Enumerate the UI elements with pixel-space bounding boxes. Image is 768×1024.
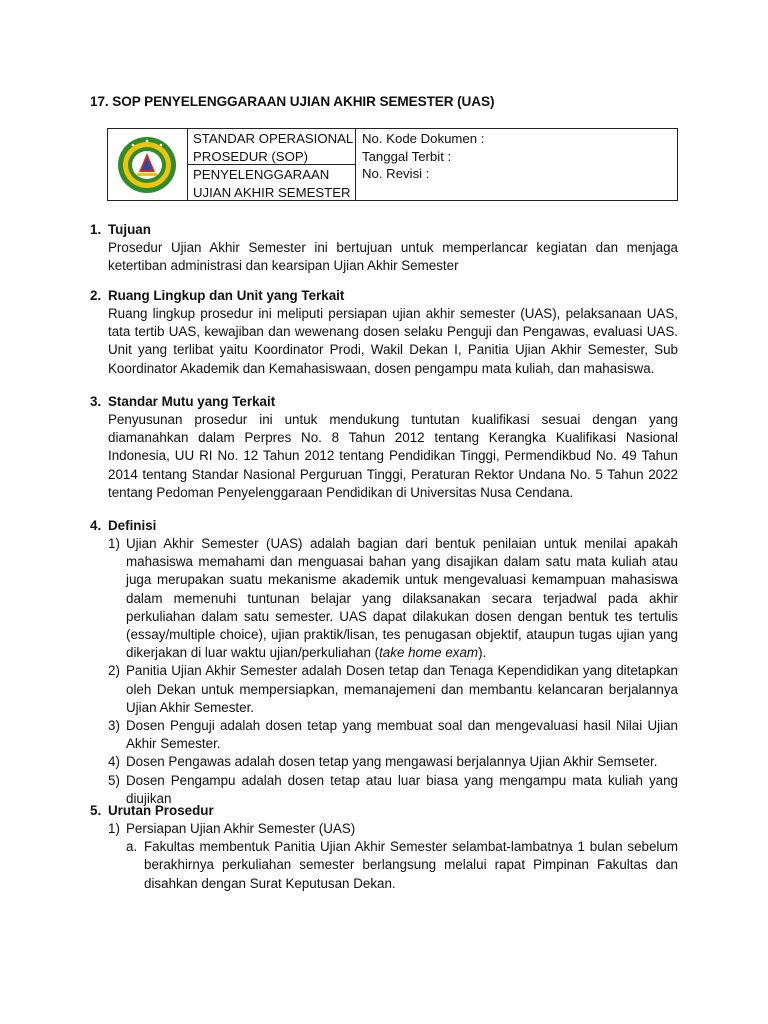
- sub-list-item-text: Fakultas membentuk Panitia Ujian Akhir Semester selambat-lambatnya 1 bulan sebelum berakhirnya perkuliahan semester berlangsung melalui rapat Pimpinan Fakultas dan disahkan dengan Surat Keputusan Dekan.: [144, 839, 678, 891]
- section-definisi: [90, 517, 678, 808]
- section-number: 1.: [90, 222, 102, 237]
- section-title: Standar Mutu yang Terkait: [108, 394, 276, 409]
- section-tujuan: [90, 221, 678, 275]
- list-item-text: [126, 535, 678, 662]
- list-marker: 5): [108, 772, 120, 788]
- section-heading: [90, 517, 678, 535]
- section-ruang-lingkup: [90, 287, 678, 378]
- list-item: [108, 662, 678, 717]
- list-marker: 1): [108, 821, 120, 836]
- list-marker: 1): [108, 536, 120, 551]
- list-marker: 4): [108, 754, 120, 770]
- section-number: 3.: [90, 394, 102, 409]
- page-title: 17. SOP PENYELENGGARAAN UJIAN AKHIR SEMESTER (UAS): [90, 94, 495, 109]
- section-title: Definisi: [108, 518, 157, 533]
- section-heading: [90, 287, 678, 305]
- document-info-cell: [356, 129, 677, 200]
- definition-list: [108, 535, 678, 808]
- list-item: [108, 717, 678, 753]
- procedure-sub-list: [126, 838, 678, 893]
- procedure-list: [108, 820, 678, 838]
- section-title: Tujuan: [108, 222, 151, 237]
- kode-dokumen: No. Kode Dokumen :: [362, 131, 485, 146]
- university-logo-icon: [117, 136, 177, 194]
- sop-header-table: [107, 128, 678, 201]
- sub-list-marker: a.: [126, 839, 138, 855]
- definition-text-end: ).: [478, 645, 487, 661]
- section-text: Ruang lingkup prosedur ini meliputi persiapan ujian akhir semester (UAS), pelaksanaan UAS, tata tertib UAS, kewajiban dan wewenang dosen selaku Penguji dan Pengawas, evaluasi UAS. Unit yang terlibat yaitu Koordinator Prodi, Wakil Dekan I, Panitia Ujian Akhir Semester, Sub Koordinator Akademik dan Kemahasiswaan, dosen pengampu mata kuliah, dan mahasiswa.: [108, 306, 678, 376]
- list-item: [108, 535, 678, 662]
- list-marker: 3): [108, 718, 120, 734]
- section-title: Ruang Lingkup dan Unit yang Terkait: [108, 288, 345, 303]
- list-item-text: Panitia Ujian Akhir Semester adalah Dosen tetap dan Tenaga Kependidikan yang ditetapkan oleh Dekan untuk mempersiapkan, memanajemeni dan membantu kelancaran berjalannya Ujian Akhir Semester.: [126, 663, 678, 715]
- logo-cell: [108, 129, 188, 200]
- section-heading: [90, 802, 678, 820]
- section-number: 4.: [90, 518, 102, 533]
- list-item-text: Persiapan Ujian Akhir Semester (UAS): [126, 821, 356, 836]
- list-item-text: Dosen Pengampu adalah dosen tetap atau luar biasa yang mengampu mata kuliah yang diujikan: [126, 772, 678, 806]
- section-text: Penyusunan prosedur ini untuk mendukung tuntutan kualifikasi sesuai dengan yang diamanahkan dalam Perpres No. 8 Tahun 2012 tentang Kerangka Kualifikasi Nasional Indonesia, UU RI No. 12 Tahun 2012 tentang Pendidikan Tinggi, Permendikbud No. 49 Tahun 2014 tentang Standar Nasional Perguruan Tinggi, Peraturan Rektor Undana No. 5 Tahun 2022 tentang Pedoman Penyelenggaraan Pendidikan di Universitas Nusa Cendana.: [108, 412, 678, 500]
- sop-label: STANDAR OPERASIONAL PROSEDUR (SOP): [187, 129, 355, 165]
- italic-term: take home exam: [379, 645, 479, 661]
- sop-name: PENYELENGGARAAN UJIAN AKHIR SEMESTER: [193, 167, 351, 200]
- list-marker: 2): [108, 663, 120, 679]
- no-revisi: No. Revisi :: [362, 166, 430, 181]
- section-text: Prosedur Ujian Akhir Semester ini bertujuan untuk memperlancar kegiatan dan menjaga ketertiban administrasi dan kearsipan Ujian Akhir Semester: [108, 240, 678, 274]
- section-number: 2.: [90, 288, 102, 303]
- section-standar-mutu: [90, 393, 678, 502]
- section-heading: [90, 393, 678, 411]
- list-item-text: Dosen Pengawas adalah dosen tetap yang mengawasi berjalannya Ujian Akhir Semseter.: [126, 754, 658, 770]
- list-item-text: Dosen Penguji adalah dosen tetap yang membuat soal dan mengevaluasi hasil Nilai Ujian Akhir Semester.: [126, 718, 678, 752]
- section-number: 5.: [90, 803, 102, 818]
- sub-list-item: [126, 838, 678, 893]
- list-item: [108, 753, 678, 771]
- list-item: [108, 820, 678, 838]
- section-title: Urutan Prosedur: [108, 803, 214, 818]
- tanggal-terbit: Tanggal Terbit :: [362, 148, 452, 164]
- sop-title-cell: [187, 129, 356, 200]
- section-urutan-prosedur: [90, 802, 678, 893]
- definition-text: Ujian Akhir Semester (UAS) adalah bagian dari bentuk penilaian untuk menilai apakah mahasiswa memahami dan menguasai bahan yang disajikan dalam satu mata kuliah atau juga merupakan suatu mekanisme akademik untuk mengevaluasi kemampuan mahasiswa dalam memenuhi tuntunan belajar yang dilaksanakan secara terjadwal pada akhir perkuliahan dalam satu semester. UAS dapat dilakukan dosen dengan bentuk tes tertulis (essay/multiple choice), ujian praktik/lisan, tes penugasan objektif, ataupun tugas ujian yang dikerjakan di luar waktu ujian/perkuliahan (: [126, 536, 678, 661]
- section-heading: [90, 221, 678, 239]
